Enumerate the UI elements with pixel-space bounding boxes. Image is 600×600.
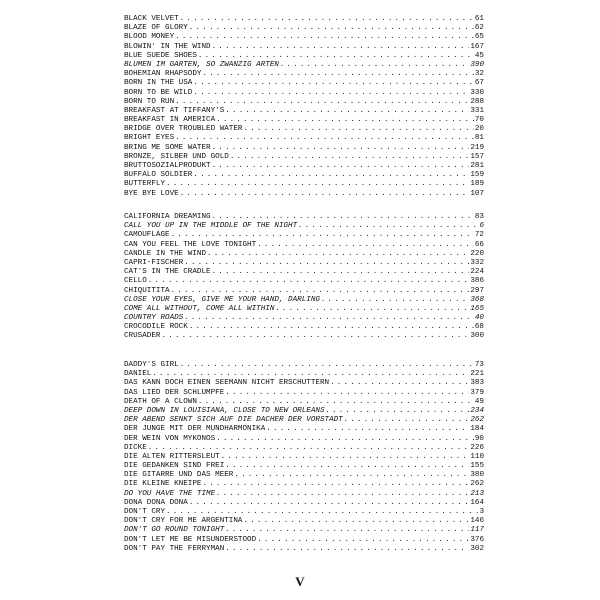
index-entry: [124, 545, 484, 554]
entry-page: 110: [470, 452, 484, 461]
entry-page: 73: [474, 361, 484, 369]
entry-page: 67: [474, 79, 484, 88]
entry-page: 72: [474, 231, 484, 240]
dot-leader: [216, 116, 474, 125]
index-entry: [124, 517, 484, 526]
index-section-d: [124, 361, 484, 554]
entry-page: 49: [474, 397, 484, 406]
entry-page: 380: [470, 471, 484, 480]
entry-title: BORN TO BE WILD: [124, 88, 193, 97]
index-entry: [124, 462, 484, 471]
index-entry: [124, 24, 484, 33]
dot-leader: [225, 107, 469, 116]
index-entry: [124, 153, 484, 162]
entry-title: DER WEIN VON MYKONOS: [124, 434, 216, 443]
dot-leader: [193, 171, 469, 180]
index-entry: [124, 43, 484, 52]
entry-page: 70: [474, 116, 484, 125]
dot-leader: [175, 98, 469, 107]
dot-leader: [212, 43, 470, 52]
entry-title: DICKE: [124, 443, 147, 452]
index-entry: [124, 171, 484, 180]
entry-page: 297: [470, 286, 484, 295]
entry-title: DO YOU HAVE THE TIME: [124, 489, 216, 498]
dot-leader: [298, 222, 478, 231]
index-entry: [124, 277, 484, 286]
entry-page: 376: [470, 535, 484, 544]
entry-page: 61: [474, 15, 484, 23]
entry-page: 167: [470, 42, 484, 51]
dot-leader: [193, 79, 474, 88]
entry-page: 157: [470, 152, 484, 161]
entry-page: 226: [470, 443, 484, 452]
entry-title: DEATH OF A CLOWN: [124, 397, 197, 406]
entry-page: 159: [470, 171, 484, 180]
index-entry: [124, 471, 484, 480]
dot-leader: [225, 545, 469, 554]
entry-page: 262: [470, 480, 484, 489]
index-entry: [124, 162, 484, 171]
entry-page: 379: [470, 388, 484, 397]
index-entry: [124, 379, 484, 388]
entry-page: 6: [479, 222, 484, 231]
dot-leader: [212, 162, 470, 171]
dot-leader: [171, 231, 474, 240]
dot-leader: [212, 213, 474, 222]
entry-page: 219: [470, 143, 484, 152]
index-entry: [124, 116, 484, 125]
entry-page: 330: [470, 88, 484, 97]
entry-title: DIE ALTEN RITTERSLEUT: [124, 452, 220, 461]
entry-title: DANIEL: [124, 370, 152, 379]
entry-title: CAMOUFLAGE: [124, 231, 170, 240]
index-entry: [124, 361, 484, 370]
entry-page: 331: [470, 106, 484, 115]
entry-page: 281: [470, 162, 484, 170]
entry-title: BRIDGE OVER TROUBLED WATER: [124, 125, 243, 134]
entry-title: CHIQUITITA: [124, 286, 170, 295]
index-entry: [124, 444, 484, 453]
index-entry: [124, 79, 484, 88]
index-entry: [124, 398, 484, 407]
entry-title: DON'T GO ROUND TONIGHT: [124, 526, 225, 535]
dot-leader: [243, 517, 469, 526]
index-entry: [124, 389, 484, 398]
index-entry: [124, 89, 484, 98]
entry-title: COME ALL WITHOUT, COME ALL WITHIN: [124, 304, 275, 313]
index-section-b: [124, 15, 484, 199]
entry-page: 155: [470, 462, 484, 471]
entry-page: 66: [474, 240, 484, 249]
index-entry: [124, 407, 484, 416]
dot-leader: [275, 305, 469, 314]
entry-page: 332: [470, 258, 484, 267]
dot-leader: [257, 536, 469, 545]
index-entry: [124, 499, 484, 508]
entry-title: DON'T PAY THE FERRYMAN: [124, 544, 225, 553]
dot-leader: [180, 15, 474, 24]
entry-title: BUFFALO SOLDIER: [124, 171, 193, 180]
index-entry: [124, 305, 484, 314]
dot-leader: [189, 24, 474, 33]
dot-leader: [280, 61, 469, 70]
entry-page: 65: [474, 33, 484, 42]
entry-page: 117: [470, 526, 484, 535]
index-entry: [124, 259, 484, 268]
entry-page: 45: [474, 51, 484, 60]
dot-leader: [221, 453, 470, 462]
entry-page: 165: [470, 304, 484, 313]
entry-page: 40: [474, 314, 484, 323]
entry-page: 368: [470, 295, 484, 304]
entry-page: 146: [470, 517, 484, 526]
index-entry: [124, 241, 484, 250]
entry-title: DON'T CRY FOR ME ARGENTINA: [124, 517, 243, 526]
index-entry: [124, 268, 484, 277]
entry-title: BRUTTOSOZIALPRODUKT: [124, 162, 211, 170]
dot-leader: [330, 379, 469, 388]
index-entry: [124, 33, 484, 42]
index-entry: [124, 107, 484, 116]
entry-title: DAS LIED DER SCHLÜMPFE: [124, 388, 225, 397]
entry-page: 90: [474, 434, 484, 443]
dot-leader: [230, 153, 470, 162]
entry-title: BLAZE OF GLORY: [124, 24, 188, 33]
entry-page: 224: [470, 268, 484, 277]
dot-leader: [225, 389, 469, 398]
dot-leader: [266, 425, 469, 434]
dot-leader: [212, 268, 470, 277]
dot-leader: [180, 361, 474, 370]
index-entry: [124, 435, 484, 444]
index-entry: [124, 490, 484, 499]
entry-title: DADDY'S GIRL: [124, 361, 179, 369]
entry-title: CLOSE YOUR EYES, GIVE ME YOUR HAND, DARLING: [124, 295, 320, 304]
index-entry: [124, 508, 484, 517]
dot-leader: [225, 462, 469, 471]
index-entry: [124, 190, 484, 199]
dot-leader: [175, 134, 474, 143]
entry-page: 390: [470, 60, 484, 69]
entry-title: DEEP DOWN IN LOUISIANA, CLOSE TO NEW ORLEANS: [124, 406, 325, 415]
index-entry: [124, 416, 484, 425]
dot-leader: [198, 398, 474, 407]
index-entry: [124, 134, 484, 143]
entry-title: BLUMEN IM GARTEN, SO ZWANZIG ARTEN: [124, 60, 279, 69]
dot-leader: [321, 296, 469, 305]
index-entry: [124, 144, 484, 153]
index-entry: [124, 98, 484, 107]
entry-title: BOHEMIAN RHAPSODY: [124, 70, 202, 79]
entry-page: 213: [470, 489, 484, 498]
entry-title: DER JUNGE MIT DER MUNDHARMONIKA: [124, 425, 266, 434]
dot-leader: [166, 180, 469, 189]
entry-page: 383: [470, 379, 484, 388]
index-entry: [124, 70, 484, 79]
dot-leader: [184, 314, 474, 323]
entry-page: 302: [470, 544, 484, 553]
entry-page: 221: [470, 370, 484, 379]
entry-page: 68: [474, 323, 484, 332]
entry-title: BORN IN THE USA: [124, 79, 193, 88]
entry-page: 62: [474, 24, 484, 33]
entry-title: DER ABEND SENKT SICH AUF DIE DÄCHER DER VORSTADT: [124, 416, 343, 425]
dot-leader: [216, 435, 474, 444]
index-entry: [124, 536, 484, 545]
entry-title: CELLO: [124, 277, 147, 286]
dot-leader: [207, 250, 469, 259]
entry-title: DIE KLEINE KNEIPE: [124, 480, 202, 489]
dot-leader: [212, 144, 470, 153]
entry-page: 288: [470, 97, 484, 106]
entry-page: 386: [470, 277, 484, 286]
dot-leader: [257, 241, 474, 250]
dot-leader: [193, 89, 469, 98]
index-entry: [124, 125, 484, 134]
entry-title: BORN TO RUN: [124, 97, 175, 106]
dot-leader: [148, 444, 470, 453]
index-entry: [124, 15, 484, 24]
entry-title: BREAKFAST AT TIFFANY'S: [124, 106, 225, 115]
dot-leader: [202, 70, 473, 79]
index-entry: [124, 332, 484, 341]
entry-page: 81: [474, 134, 484, 143]
entry-page: 189: [470, 180, 484, 189]
index-entry: [124, 213, 484, 222]
entry-title: DON'T LET ME BE MISUNDERSTOOD: [124, 535, 257, 544]
dot-leader: [326, 407, 470, 416]
entry-title: BRIGHT EYES: [124, 134, 175, 143]
entry-title: DAS KANN DOCH EINEN SEEMANN NICHT ERSCHÜTTERN: [124, 379, 330, 388]
dot-leader: [189, 323, 474, 332]
dot-leader: [216, 490, 469, 499]
index-entry: [124, 250, 484, 259]
index-entry: [124, 425, 484, 434]
entry-page: 32: [474, 70, 484, 79]
dot-leader: [234, 471, 469, 480]
entry-page: 20: [474, 125, 484, 134]
entry-page: 262: [470, 416, 484, 425]
entry-title: BLOOD MONEY: [124, 33, 175, 42]
dot-leader: [175, 33, 474, 42]
index-entry: [124, 480, 484, 489]
index-entry: [124, 61, 484, 70]
page-number: V: [295, 574, 305, 589]
index-entry: [124, 52, 484, 61]
index-entry: [124, 180, 484, 189]
entry-page: 184: [470, 425, 484, 434]
dot-leader: [152, 370, 469, 379]
index-entry: [124, 323, 484, 332]
entry-title: CRUSADER: [124, 332, 161, 341]
entry-title: CANDLE IN THE WIND: [124, 249, 207, 258]
entry-title: CAN YOU FEEL THE LOVE TONIGHT: [124, 240, 257, 249]
dot-leader: [344, 416, 470, 425]
index-entry: [124, 314, 484, 323]
entry-title: BLOWIN' IN THE WIND: [124, 42, 211, 51]
entry-title: CAPRI-FISCHER: [124, 258, 184, 267]
dot-leader: [225, 526, 469, 535]
index-entry: [124, 231, 484, 240]
entry-page: 164: [470, 498, 484, 507]
entry-page: 220: [470, 249, 484, 258]
index-entry: [124, 370, 484, 379]
dot-leader: [180, 190, 470, 199]
entry-title: BRONZE, SILBER UND GOLD: [124, 152, 229, 161]
dot-leader: [243, 125, 473, 134]
dot-leader: [202, 480, 469, 489]
entry-page: 107: [470, 189, 484, 198]
entry-page: 234: [470, 406, 484, 415]
dot-leader: [198, 52, 474, 61]
index-entry: [124, 453, 484, 462]
dot-leader: [189, 499, 470, 508]
entry-page: 300: [470, 332, 484, 341]
entry-title: BRING ME SOME WATER: [124, 143, 211, 152]
entry-title: CALIFORNIA DREAMING: [124, 213, 211, 221]
entry-title: BLUE SUEDE SHOES: [124, 51, 197, 60]
index-entry: [124, 287, 484, 296]
index-entry: [124, 526, 484, 535]
dot-leader: [184, 259, 469, 268]
dot-leader: [161, 332, 469, 341]
entry-title: DIE GEDANKEN SIND FREI: [124, 462, 225, 471]
index-section-c: [124, 213, 484, 342]
entry-title: BYE BYE LOVE: [124, 189, 179, 198]
entry-title: BUTTERFLY: [124, 180, 166, 189]
entry-page: 3: [479, 508, 484, 516]
entry-title: BREAKFAST IN AMERICA: [124, 116, 216, 125]
entry-title: DIE GITARRE UND DAS MEER: [124, 471, 234, 480]
dot-leader: [166, 508, 478, 517]
index-entry: [124, 296, 484, 305]
entry-title: BLACK VELVET: [124, 15, 179, 23]
entry-title: CROCODILE ROCK: [124, 323, 188, 332]
entry-title: DON'T CRY: [124, 508, 166, 516]
entry-page: 83: [474, 213, 484, 221]
index-entry: [124, 222, 484, 231]
dot-leader: [171, 287, 470, 296]
dot-leader: [148, 277, 470, 286]
entry-title: COUNTRY ROADS: [124, 314, 184, 323]
entry-title: CAT'S IN THE CRADLE: [124, 268, 211, 277]
entry-title: DONA DONA DONA: [124, 498, 188, 507]
entry-title: CALL YOU UP IN THE MIDDLE OF THE NIGHT: [124, 222, 298, 231]
